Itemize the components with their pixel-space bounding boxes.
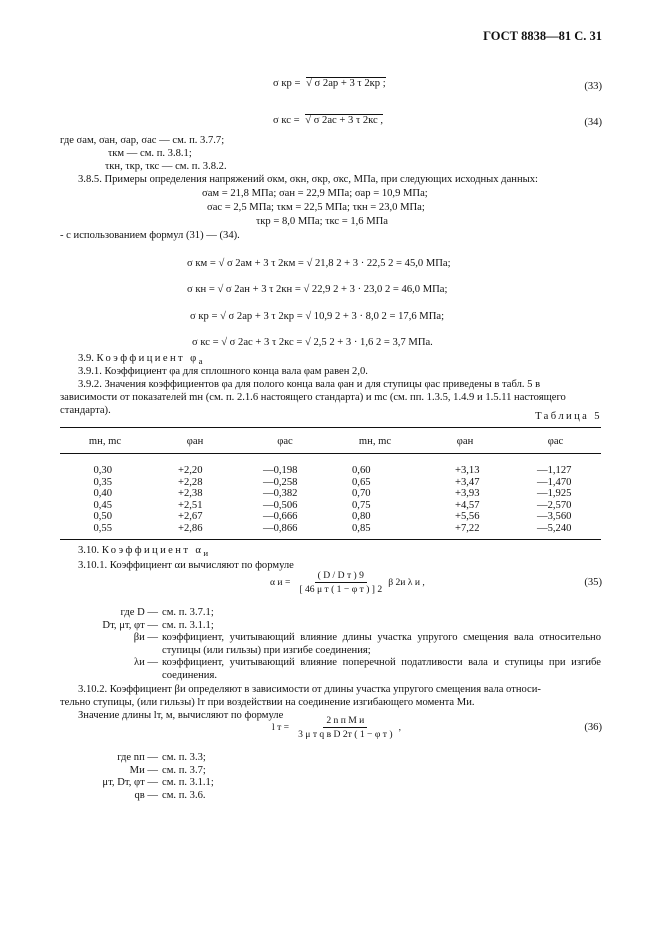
- example-skr: σ кр = √ σ 2ар + 3 τ 2кр = √ 10,9 2 + 3 · 8,0 2 = 17,6 МПа;: [190, 311, 445, 322]
- example-skm: σ км = √ σ 2ам + 3 τ 2км = √ 21,8 2 + 3 · 22,5 2 = 45,0 МПа;: [187, 258, 451, 269]
- table-col-phi-as-2: —1,127 —1,470 —1,925 —2,570 —3,560 —5,240: [537, 465, 572, 534]
- table-col-m-2: 0,60 0,65 0,70 0,75 0,80 0,85: [352, 465, 371, 534]
- table-header-m-2: mн, mс: [358, 436, 392, 447]
- table-header-phi-an: φан: [186, 436, 204, 447]
- page-header: ГОСТ 8838—81 С. 31: [483, 29, 602, 43]
- table-header-phi-as: φас: [277, 436, 293, 447]
- table-header-phi-as-2: φас: [547, 436, 564, 447]
- example-sks: σ кс = √ σ 2ас + 3 τ 2кс = √ 2,5 2 + 3 · 1,6 2 = 3,7 МПа.: [192, 337, 433, 348]
- equation-34: [273, 115, 383, 128]
- paragraph-3-10-2-line-2: тельно ступицы, (или гильзы) lт при воздействии на соединение изгибающего момента Mи.: [60, 697, 475, 708]
- where-line-3: τкн, τкр, τкс — см. п. 3.8.2.: [105, 161, 227, 172]
- given-line-1: σам = 21,8 МПа; σан = 22,9 МПа; σар = 10,9 МПа;: [202, 188, 428, 199]
- using-formulas: - с использованием формул (31) — (34).: [60, 230, 240, 241]
- given-line-2: σас = 2,5 МПа; τкм = 22,5 МПа; τкн = 23,0 МПа;: [207, 202, 425, 213]
- table-caption: Таблица 5: [535, 411, 602, 422]
- eq34-number: (34): [584, 117, 602, 128]
- eq35-number: (35): [584, 577, 602, 588]
- paragraph-3-9-1: 3.9.1. Коэффициент φа для сплошного конца вала φам равен 2,0.: [78, 366, 368, 377]
- paragraph-3-9-2-line-1: 3.9.2. Значения коэффициентов φа для полого конца вала φан и для ступицы φас приведены в табл. 5 в: [78, 379, 541, 390]
- table-header-phi-an-2: φан: [456, 436, 474, 447]
- where-line-2: τкм — см. п. 3.8.1;: [108, 148, 192, 159]
- paragraph-3-10-2-line-1: 3.10.2. Коэффициент βи определяют в зависимости от длины участка упругого смещения вала относи-: [78, 684, 541, 695]
- table-col-phi-an: +2,20 +2,28 +2,38 +2,51 +2,67 +2,86: [178, 465, 203, 534]
- example-skn: σ кн = √ σ 2ан + 3 τ 2кн = √ 22,9 2 + 3 · 23,0 2 = 46,0 МПа;: [187, 284, 448, 295]
- paragraph-3-9-2-line-3: стандарта).: [60, 405, 111, 416]
- paragraph-3-10-1: 3.10.1. Коэффициент αи вычисляют по формуле: [78, 560, 294, 571]
- paragraph-3-10-2-line-3: Значение длины lт, м, вычисляют по формуле: [78, 710, 284, 721]
- eq34-lhs: σ кс =: [273, 115, 300, 126]
- where-list-3: где nп — см. п. 3.3; Mи — см. п. 3.7; μт, Dт, φт — см. п. 3.1.1; qв — см. п. 3.6.: [102, 752, 214, 801]
- where-line-1: где σам, σан, σар, σас — см. п. 3.7.7;: [60, 135, 225, 146]
- paragraph-3-9-2-line-2: зависимости от показателей mн (см. п. 2.1.6 настоящего стандарта) и mc (см. пп. 1.3.5, 1.4.9 и 1.5.11 настоящего: [60, 392, 566, 403]
- eq33-lhs: σ кр =: [273, 78, 301, 89]
- eq33-rhs: √ σ 2ар + 3 τ 2кр ;: [306, 78, 386, 89]
- paragraph-3-8-5: 3.8.5. Примеры определения напряжений σкм, σкн, σкр, σкс, МПа, при следующих исходных данных:: [78, 174, 538, 185]
- table-col-m: 0,30 0,35 0,40 0,45 0,50 0,55: [93, 465, 112, 534]
- table-col-phi-as: —0,198 —0,258 —0,382 —0,506 —0,666 —0,866: [263, 465, 298, 534]
- equation-33: [273, 78, 386, 91]
- equation-36: l т = $\frac{\text{2 n п M и}}{\text{3 μ т q в D 2т ( 1 − φ т )}}$ ,: [272, 715, 401, 741]
- section-3-10-heading: 3.10. Коэффициент $\alpha_и$: [78, 545, 209, 559]
- table-col-phi-an-2: +3,13 +3,47 +3,93 +4,57 +5,56 +7,22: [455, 465, 480, 534]
- eq36-number: (36): [584, 722, 602, 733]
- equation-35: α и = $\frac{\text{( D / D т ) 9}}{\text{[ 46 μ т ( 1 − φ т ) ] 2}}$ β 2и λ и ,: [270, 570, 425, 596]
- eq33-number: (33): [584, 81, 602, 92]
- where-list-2: где D — см. п. 3.7.1; Dт, μт, φт — см. п. 3.1.1; βи — коэффициент, учитывающий влияние длины участка упругого смещения вала относительно ступицы (или гильзы) при изгибе соединения; λи — коэффициент, учитывающий влияние поперечной податливости вала и ступицы при изгибе соединения.: [102, 607, 601, 681]
- table-5: [60, 427, 601, 539]
- section-3-9-heading: 3.9. Коэффициент $\varphi_а$: [78, 353, 203, 367]
- table-header-m: mн, mс: [88, 436, 122, 447]
- given-line-3: τкр = 8,0 МПа; τкс = 1,6 МПа: [256, 216, 389, 227]
- eq34-rhs: √ σ 2ас + 3 τ 2кс ,: [305, 115, 384, 126]
